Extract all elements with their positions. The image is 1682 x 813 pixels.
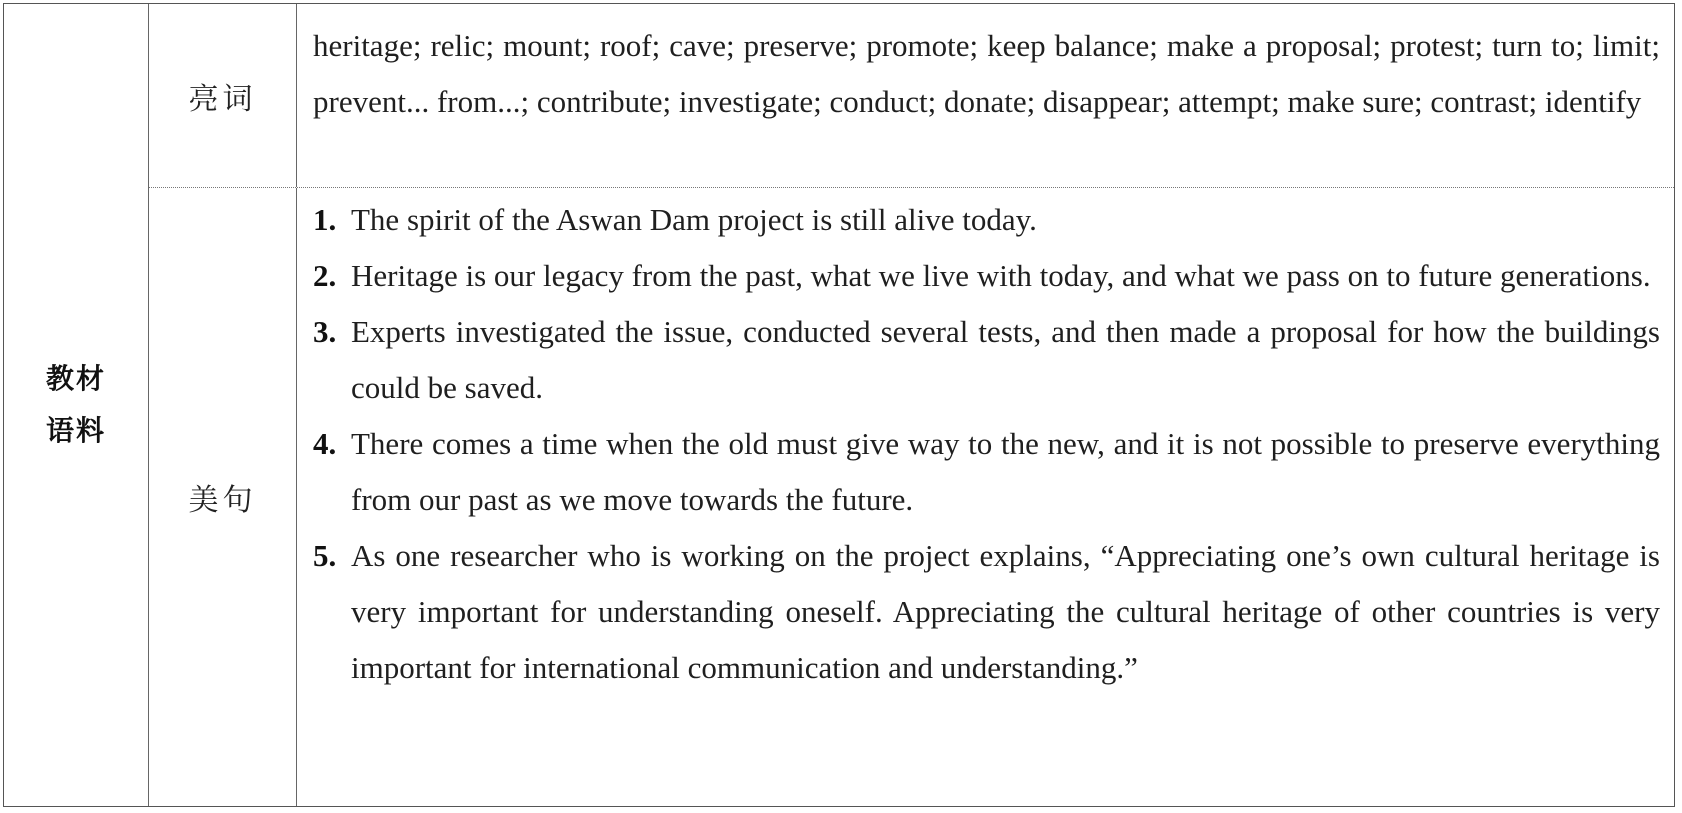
sentence-text: Experts investigated the issue, conducted several tests, and then made a proposal for how the buildings could be saved. [351,314,1660,405]
sentence-item [313,304,1660,416]
textbook-material-table [3,3,1675,807]
vocabulary-list: heritage; relic; mount; roof; cave; preserve; promote; keep balance; make a proposal; protest; turn to; limit; prevent... from...; contribute; investigate; conduct; donate; disappear; attempt; make sure; contrast; identify [313,28,1660,119]
vocabulary-label: 亮词 [149,4,297,187]
sentence-item [313,192,1660,248]
sentences-content [297,188,1674,806]
sentence-number: 1. [313,202,337,237]
sentence-text: The spirit of the Aswan Dam project is still alive today. [351,202,1037,237]
sentence-number: 4. [313,426,337,461]
sentence-text: There comes a time when the old must give way to the new, and it is not possible to preserve everything from our past as we move towards the future. [351,426,1660,517]
sentences-row [149,188,1674,806]
sentence-number: 5. [313,538,337,573]
section-label: 教材语料 [46,362,107,447]
sentence-text: Heritage is our legacy from the past, what we live with today, and what we pass on to future generations. [351,258,1651,293]
sentence-item [313,416,1660,528]
sentence-text: As one researcher who is working on the project explains, “Appreciating one’s own cultural heritage is very important for understanding oneself. Appreciating the cultural heritage of other countries is very important for international communication and understanding.” [351,538,1660,685]
sentence-item [313,528,1660,696]
section-header-cell [4,4,149,806]
vocabulary-row [149,4,1674,188]
sentence-list [313,188,1660,696]
sentences-label: 美句 [149,188,297,806]
sentence-item [313,248,1660,304]
sentence-number: 2. [313,258,337,293]
vocabulary-content [297,4,1674,187]
sentence-number: 3. [313,314,337,349]
